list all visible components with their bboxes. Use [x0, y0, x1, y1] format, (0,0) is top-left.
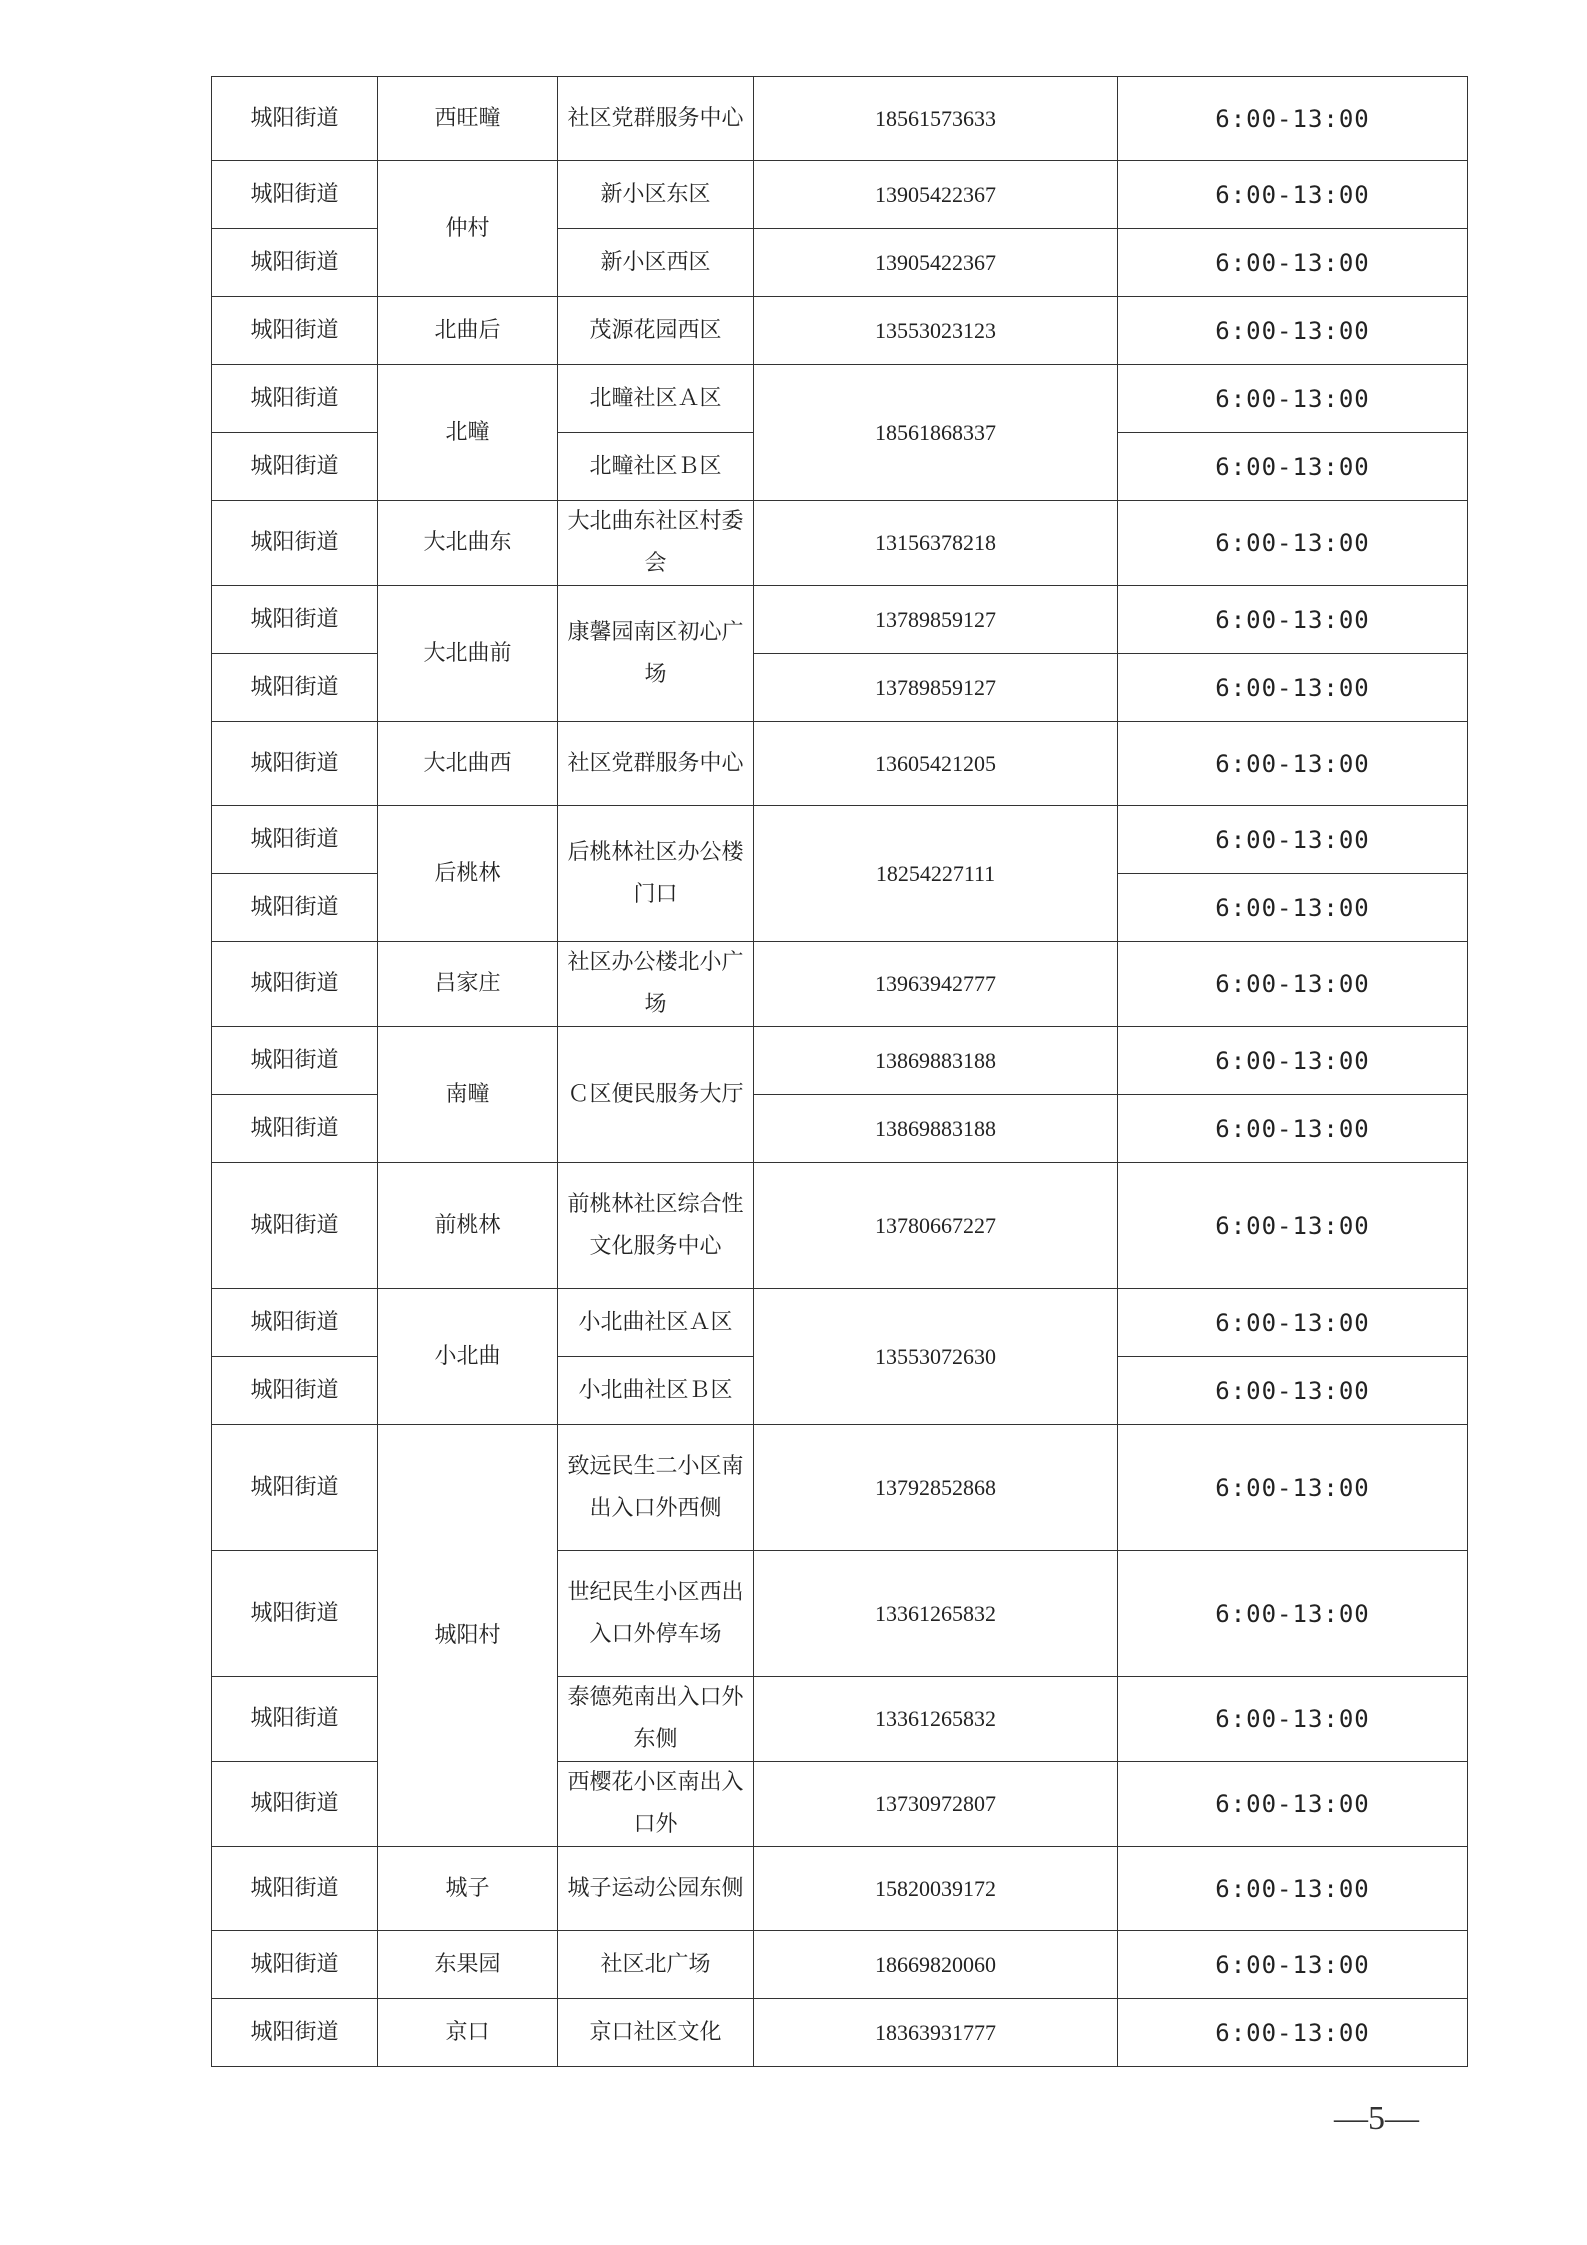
hours-cell: 6:00-13:00: [1118, 1999, 1468, 2067]
village-cell: 北疃: [378, 365, 558, 501]
table-row: [212, 161, 1468, 229]
table-row: [212, 365, 1468, 433]
site-cell: 新小区西区: [558, 229, 754, 297]
hours-cell: 6:00-13:00: [1118, 365, 1468, 433]
site-cell: 致远民生二小区南出入口外西侧: [558, 1425, 754, 1551]
village-cell: 南疃: [378, 1027, 558, 1163]
site-cell: 后桃林社区办公楼门口: [558, 806, 754, 942]
village-cell: 前桃林: [378, 1163, 558, 1289]
table-row: [212, 806, 1468, 874]
phone-cell: 18363931777: [754, 1999, 1118, 2067]
village-cell: 仲村: [378, 161, 558, 297]
street-cell: 城阳街道: [212, 77, 378, 161]
site-cell: 世纪民生小区西出入口外停车场: [558, 1551, 754, 1677]
phone-cell: 13869883188: [754, 1027, 1118, 1095]
street-cell: 城阳街道: [212, 1677, 378, 1762]
table-row: [212, 1425, 1468, 1551]
hours-cell: 6:00-13:00: [1118, 1357, 1468, 1425]
street-cell: 城阳街道: [212, 1931, 378, 1999]
phone-cell: 18561868337: [754, 365, 1118, 501]
page-number: —5—: [1334, 2100, 1419, 2137]
village-cell: 京口: [378, 1999, 558, 2067]
table-row: [212, 1847, 1468, 1931]
phone-cell: 13792852868: [754, 1425, 1118, 1551]
street-cell: 城阳街道: [212, 161, 378, 229]
site-cell: 茂源花园西区: [558, 297, 754, 365]
site-cell: 泰德苑南出入口外东侧: [558, 1677, 754, 1762]
table-row: [212, 586, 1468, 654]
phone-cell: 13156378218: [754, 501, 1118, 586]
phone-cell: 13361265832: [754, 1677, 1118, 1762]
site-cell: 小北曲社区Ａ区: [558, 1289, 754, 1357]
table-row: [212, 942, 1468, 1027]
street-cell: 城阳街道: [212, 433, 378, 501]
table-row: [212, 1027, 1468, 1095]
phone-cell: 13963942777: [754, 942, 1118, 1027]
site-cell: Ｃ区便民服务大厅: [558, 1027, 754, 1163]
street-cell: 城阳街道: [212, 1357, 378, 1425]
phone-cell: 13869883188: [754, 1095, 1118, 1163]
village-cell: 北曲后: [378, 297, 558, 365]
site-cell: 北疃社区Ｂ区: [558, 433, 754, 501]
street-cell: 城阳街道: [212, 1847, 378, 1931]
site-cell: 北疃社区Ａ区: [558, 365, 754, 433]
phone-cell: 13553023123: [754, 297, 1118, 365]
phone-cell: 13789859127: [754, 586, 1118, 654]
hours-cell: 6:00-13:00: [1118, 1931, 1468, 1999]
street-cell: 城阳街道: [212, 1762, 378, 1847]
village-cell: 大北曲西: [378, 722, 558, 806]
phone-cell: 13553072630: [754, 1289, 1118, 1425]
hours-cell: 6:00-13:00: [1118, 722, 1468, 806]
table-row: [212, 1163, 1468, 1289]
site-cell: 前桃林社区综合性文化服务中心: [558, 1163, 754, 1289]
phone-cell: 18254227111: [754, 806, 1118, 942]
street-cell: 城阳街道: [212, 365, 378, 433]
site-cell: 社区办公楼北小广场: [558, 942, 754, 1027]
hours-cell: 6:00-13:00: [1118, 1425, 1468, 1551]
village-cell: 城子: [378, 1847, 558, 1931]
site-cell: 新小区东区: [558, 161, 754, 229]
hours-cell: 6:00-13:00: [1118, 1762, 1468, 1847]
street-cell: 城阳街道: [212, 874, 378, 942]
phone-cell: 13605421205: [754, 722, 1118, 806]
phone-cell: 13789859127: [754, 654, 1118, 722]
hours-cell: 6:00-13:00: [1118, 229, 1468, 297]
village-cell: 大北曲东: [378, 501, 558, 586]
table-row: [212, 77, 1468, 161]
hours-cell: 6:00-13:00: [1118, 161, 1468, 229]
hours-cell: 6:00-13:00: [1118, 1095, 1468, 1163]
table-row: [212, 297, 1468, 365]
village-cell: 城阳村: [378, 1425, 558, 1847]
street-cell: 城阳街道: [212, 229, 378, 297]
hours-cell: 6:00-13:00: [1118, 1289, 1468, 1357]
hours-cell: 6:00-13:00: [1118, 942, 1468, 1027]
village-cell: 东果园: [378, 1931, 558, 1999]
hours-cell: 6:00-13:00: [1118, 297, 1468, 365]
hours-cell: 6:00-13:00: [1118, 1163, 1468, 1289]
phone-cell: 18561573633: [754, 77, 1118, 161]
street-cell: 城阳街道: [212, 586, 378, 654]
site-cell: 康馨园南区初心广场: [558, 586, 754, 722]
village-cell: 后桃林: [378, 806, 558, 942]
street-cell: 城阳街道: [212, 806, 378, 874]
hours-cell: 6:00-13:00: [1118, 654, 1468, 722]
phone-cell: 13361265832: [754, 1551, 1118, 1677]
hours-cell: 6:00-13:00: [1118, 501, 1468, 586]
street-cell: 城阳街道: [212, 501, 378, 586]
street-cell: 城阳街道: [212, 942, 378, 1027]
table-row: [212, 722, 1468, 806]
village-cell: 大北曲前: [378, 586, 558, 722]
site-cell: 城子运动公园东侧: [558, 1847, 754, 1931]
table-row: [212, 1931, 1468, 1999]
street-cell: 城阳街道: [212, 722, 378, 806]
table-row: [212, 501, 1468, 586]
street-cell: 城阳街道: [212, 1425, 378, 1551]
street-cell: 城阳街道: [212, 1027, 378, 1095]
street-cell: 城阳街道: [212, 297, 378, 365]
site-cell: 社区北广场: [558, 1931, 754, 1999]
table-row: [212, 1999, 1468, 2067]
hours-cell: 6:00-13:00: [1118, 1677, 1468, 1762]
street-cell: 城阳街道: [212, 1095, 378, 1163]
hours-cell: 6:00-13:00: [1118, 433, 1468, 501]
phone-cell: 13780667227: [754, 1163, 1118, 1289]
phone-cell: 13905422367: [754, 161, 1118, 229]
phone-cell: 15820039172: [754, 1847, 1118, 1931]
site-cell: 西樱花小区南出入口外: [558, 1762, 754, 1847]
table-row: [212, 1289, 1468, 1357]
hours-cell: 6:00-13:00: [1118, 1551, 1468, 1677]
site-cell: 京口社区文化: [558, 1999, 754, 2067]
hours-cell: 6:00-13:00: [1118, 77, 1468, 161]
hours-cell: 6:00-13:00: [1118, 874, 1468, 942]
phone-cell: 13730972807: [754, 1762, 1118, 1847]
street-cell: 城阳街道: [212, 1999, 378, 2067]
phone-cell: 13905422367: [754, 229, 1118, 297]
village-cell: 西旺疃: [378, 77, 558, 161]
hours-cell: 6:00-13:00: [1118, 806, 1468, 874]
street-cell: 城阳街道: [212, 1551, 378, 1677]
community-site-table: [211, 76, 1468, 2067]
village-cell: 吕家庄: [378, 942, 558, 1027]
hours-cell: 6:00-13:00: [1118, 1847, 1468, 1931]
site-cell: 大北曲东社区村委会: [558, 501, 754, 586]
hours-cell: 6:00-13:00: [1118, 1027, 1468, 1095]
street-cell: 城阳街道: [212, 1163, 378, 1289]
village-cell: 小北曲: [378, 1289, 558, 1425]
hours-cell: 6:00-13:00: [1118, 586, 1468, 654]
phone-cell: 18669820060: [754, 1931, 1118, 1999]
site-cell: 社区党群服务中心: [558, 77, 754, 161]
site-cell: 社区党群服务中心: [558, 722, 754, 806]
street-cell: 城阳街道: [212, 654, 378, 722]
street-cell: 城阳街道: [212, 1289, 378, 1357]
site-cell: 小北曲社区Ｂ区: [558, 1357, 754, 1425]
